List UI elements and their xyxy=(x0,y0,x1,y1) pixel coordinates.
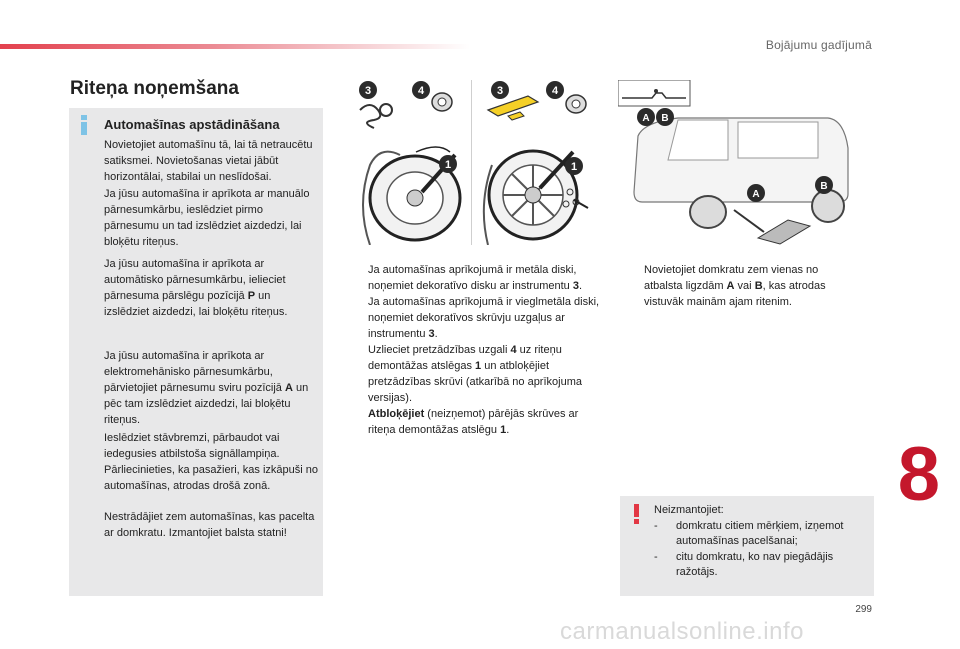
info-paragraph-5: Ieslēdziet stāvbremzi, pārbaudot vai iedegusies atbilstoša signāllampiņa. Pārliecinieties, ka pasažieri, kas izkāpuši no automašīnas, atrodas drošā zonā. xyxy=(104,432,318,492)
callout-b-van: B xyxy=(820,181,828,192)
callout-1-middle: 1 xyxy=(570,161,578,173)
bullet-icon xyxy=(344,262,368,294)
callouts-right xyxy=(618,80,873,245)
section-title: Bojājumu gadījumā xyxy=(765,38,872,52)
warning-intro: Neizmantojiet: xyxy=(654,504,724,516)
info-paragraph-4: Ja jūsu automašīna ir aprīkota ar elektromehānisko pārnesumkārbu, pārvietojiet pārnesumu sviru pozīcijā A un pēc tam izslēdziet aizdedzi, lai bloķētu riteņus. xyxy=(104,350,309,426)
callout-a-top: A xyxy=(642,113,650,124)
callout-4-middle: 4 xyxy=(551,85,559,97)
bullet-icon xyxy=(344,342,368,406)
chapter-number: 8 xyxy=(897,432,940,517)
warning-icon xyxy=(632,504,642,524)
page-number: 299 xyxy=(855,604,872,615)
callout-3-left: 3 xyxy=(364,85,372,97)
list-item: - citu domkratu, ko nav piegādājis ražotājs. xyxy=(654,550,834,578)
list-item: Atbloķējiet (neizņemot) pārējās skrūves ar riteņa demontāžas atslēgu 1. xyxy=(344,406,602,438)
page-title: Riteņa noņemšana xyxy=(70,78,239,99)
callouts-middle xyxy=(478,80,608,180)
callout-1-left: 1 xyxy=(444,159,452,171)
header-accent-bar xyxy=(0,44,470,49)
bullet-icon xyxy=(344,406,368,438)
info-icon xyxy=(78,115,90,135)
list-item: Ja automašīnas aprīkojumā ir vieglmetāla diski, noņemiet dekoratīvos skrūvju uzgaļus ar instrumentu 3. xyxy=(344,294,602,342)
callout-4-left: 4 xyxy=(417,85,425,97)
callout-b-top: B xyxy=(661,113,669,124)
callouts-left xyxy=(350,80,475,180)
list-item: Uzlieciet pretzādzības uzgali 4 uz riteņu demontāžas atslēgas 1 un atbloķējiet pretzādzības skrūvi (atkarībā no aprīkojuma versijas). xyxy=(344,342,602,406)
callout-3-middle: 3 xyxy=(496,85,504,97)
list-item: Novietojiet domkratu zem vienas no atbalsta ligzdām A vai B, kas atrodas vistuvāk mainām ajam ritenim. xyxy=(620,262,850,310)
bullet-icon xyxy=(620,262,644,310)
right-column xyxy=(620,262,850,310)
list-item: - domkratu citiem mērķiem, izņemot automašīnas pacelšanai; xyxy=(654,519,844,547)
list-item: Ja automašīnas aprīkojumā ir metāla diski, noņemiet dekoratīvo disku ar instrumentu 3. xyxy=(344,262,602,294)
bullet-icon xyxy=(344,294,368,342)
info-box-heading: Automašīnas apstādināšana xyxy=(104,117,280,132)
watermark: carmanualsonline.info xyxy=(560,618,804,645)
middle-column xyxy=(344,262,602,438)
callout-a-van: A xyxy=(752,189,760,200)
info-paragraph-6: Nestrādājiet zem automašīnas, kas pacelta ar domkratu. Izmantojiet balsta statni! xyxy=(104,511,315,539)
info-paragraph-3: Ja jūsu automašīna ir aprīkota ar automātisko pārnesumkārbu, ielieciet pārnesuma pārslēgu pozīcijā P un izslēdziet aizdedzi, lai bloķētu riteņus. xyxy=(104,258,288,318)
warning-text xyxy=(654,503,866,581)
info-paragraph-1: Novietojiet automašīnu tā, lai tā netraucētu satiksmei. Novietošanas vietai jābūt horizontālai, stabilai un neslīdošai. xyxy=(104,139,313,183)
illustration-divider xyxy=(471,80,472,245)
info-paragraph-2: Ja jūsu automašīna ir aprīkota ar manuālo pārnesumkārbu, ieslēdziet pirmo pārnesumu un tad izslēdziet aizdedzi, lai bloķētu riteņus. xyxy=(104,188,310,248)
